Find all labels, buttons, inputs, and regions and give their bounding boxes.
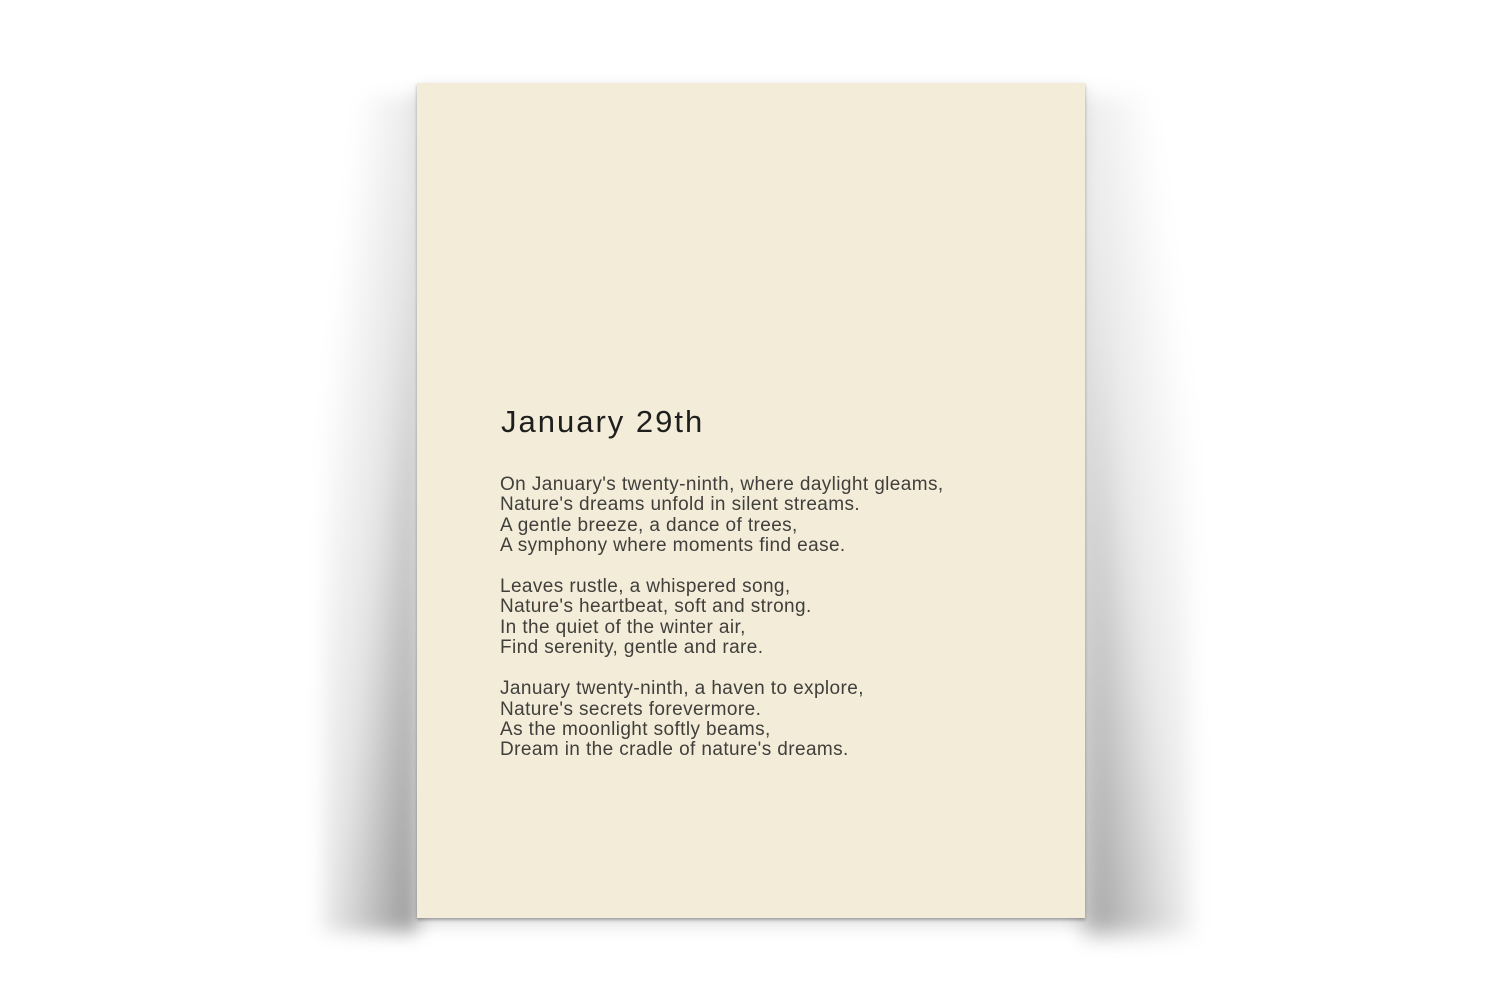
poem-line: A gentle breeze, a dance of trees,	[500, 514, 798, 536]
poem-line: Nature's dreams unfold in silent streams.	[500, 494, 861, 516]
poem-stanza-1	[500, 475, 1040, 556]
paper-shadow-right	[1085, 96, 1191, 934]
poem-line: Dream in the cradle of nature's dreams.	[500, 739, 849, 761]
poem-line: On January's twenty-ninth, where daylight gleams,	[500, 474, 944, 495]
poster-paper	[417, 83, 1085, 918]
poem-title: January 29th	[501, 404, 705, 439]
poem-line: In the quiet of the winter air,	[500, 616, 746, 638]
poem-line: January twenty-ninth, a haven to explore,	[500, 678, 864, 700]
poem-body	[500, 475, 1040, 782]
poem-stanza-3	[500, 679, 1040, 760]
poem-line: Nature's heartbeat, soft and strong.	[500, 596, 812, 618]
poem-line: A symphony where moments find ease.	[500, 534, 846, 556]
poem-line: As the moonlight softly beams,	[500, 718, 771, 740]
paper-shadow-left	[323, 96, 417, 932]
poem-line: Find serenity, gentle and rare.	[500, 637, 764, 659]
poem-line: Nature's secrets forevermore.	[500, 698, 762, 720]
poem-line: Leaves rustle, a whispered song,	[500, 576, 791, 598]
poem-stanza-2	[500, 577, 1040, 658]
